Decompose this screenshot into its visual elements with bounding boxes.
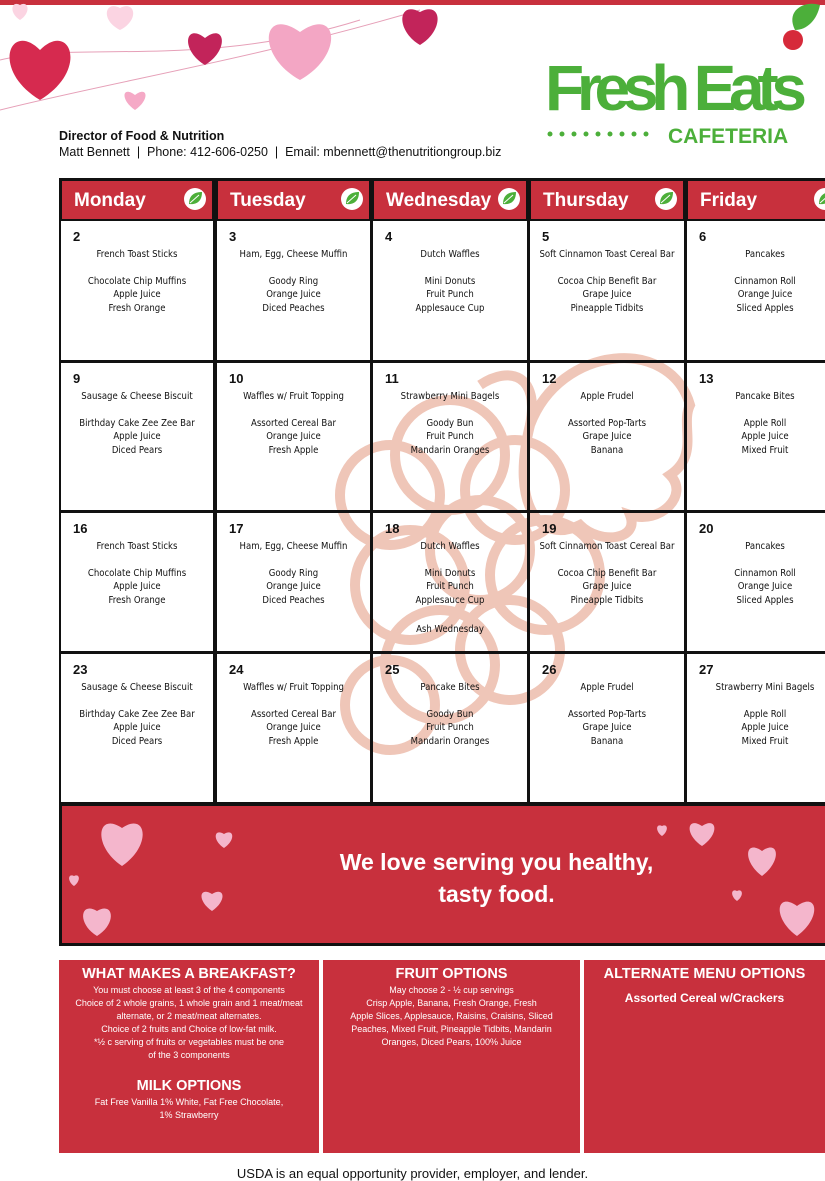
calendar-day-cell — [685, 511, 825, 653]
main-entree: Pancakes — [745, 249, 785, 260]
breakfast-line: You must choose at least 3 of the 4 components — [93, 985, 285, 995]
main-entree: Pancake Bites — [420, 682, 480, 693]
menu-items — [530, 248, 684, 315]
calendar-day-cell — [528, 361, 686, 512]
menu-items — [61, 681, 213, 748]
side-item: Apple Juice — [741, 722, 789, 733]
menu-items — [687, 681, 825, 748]
side-item: Apple Roll — [743, 417, 787, 429]
side-item: Goody Ring — [268, 567, 319, 579]
day-label: Tuesday — [230, 190, 306, 211]
alternate-title: ALTERNATE MENU OPTIONS — [603, 966, 806, 982]
breakfast-title: WHAT MAKES A BREAKFAST? — [82, 966, 296, 982]
side-item: Cinnamon Roll — [734, 567, 796, 579]
day-number: 11 — [385, 371, 399, 386]
day-note: Ash Wednesday — [416, 624, 484, 635]
side-item: Fresh Orange — [108, 302, 166, 314]
fruit-box — [323, 960, 580, 1153]
menu-items — [687, 540, 825, 607]
day-number: 18 — [385, 521, 400, 536]
side-item: Grape Juice — [582, 722, 632, 733]
menu-items — [687, 248, 825, 315]
menu-items — [217, 681, 370, 748]
breakfast-line: Choice of 2 whole grains, 1 whole grain and 1 meat/meat — [75, 998, 303, 1008]
milk-title: MILK OPTIONS — [136, 1078, 242, 1094]
menu-items — [530, 681, 684, 748]
side-item: Orange Juice — [737, 289, 793, 300]
calendar-day-cell — [215, 511, 372, 653]
banner-message — [62, 846, 825, 910]
breakfast-box — [59, 960, 319, 1153]
day-number: 25 — [385, 662, 400, 677]
side-item: Assorted Pop-Tarts — [567, 708, 647, 720]
side-item: Orange Juice — [266, 581, 321, 592]
calendar-day-cell — [685, 361, 825, 512]
side-item: Birthday Cake Zee Zee Bar — [79, 708, 195, 720]
side-item: Grape Juice — [582, 581, 632, 592]
day-number: 5 — [542, 229, 550, 244]
day-label: Thursday — [543, 190, 629, 211]
alternate-box — [584, 960, 825, 1153]
day-number: 9 — [73, 371, 81, 386]
banner — [59, 803, 825, 946]
side-item: Pineapple Tidbits — [570, 594, 644, 606]
day-label: Wednesday — [386, 190, 492, 211]
menu-items — [373, 390, 527, 457]
milk-line: 1% Strawberry — [159, 1110, 219, 1120]
menu-items — [217, 390, 370, 457]
day-number: 27 — [699, 662, 714, 677]
side-item: Mini Donuts — [424, 567, 476, 579]
day-header-friday — [685, 178, 825, 219]
main-entree: Sausage & Cheese Biscuit — [81, 682, 193, 693]
main-entree: Strawberry Mini Bagels — [400, 391, 500, 402]
day-number: 3 — [229, 229, 237, 244]
alternate-line: Assorted Cereal w/Crackers — [624, 991, 785, 1005]
calendar-day-cell — [371, 652, 529, 804]
menu-items — [373, 540, 527, 637]
side-item: Grape Juice — [582, 431, 632, 442]
day-number: 13 — [699, 371, 714, 386]
side-item: Sliced Apples — [736, 302, 794, 314]
side-item: Cinnamon Roll — [734, 275, 796, 287]
side-item: Diced Pears — [111, 444, 163, 456]
calendar-day-cell — [215, 219, 372, 362]
side-item: Fresh Orange — [108, 594, 166, 606]
side-item: Grape Juice — [582, 289, 632, 300]
side-item: Chocolate Chip Muffins — [87, 567, 187, 579]
calendar-day-cell — [528, 511, 686, 653]
logo-fresh-text: Fresh Eats — [545, 52, 807, 124]
side-item: Sliced Apples — [736, 594, 794, 606]
main-entree: Dutch Waffles — [420, 541, 480, 552]
main-entree: French Toast Sticks — [96, 541, 178, 552]
breakfast-line: *½ c serving of fruits or vegetables must be one — [93, 1037, 285, 1047]
leaf-icon — [184, 188, 206, 210]
contact-line: Matt Bennett | Phone: 412-606-0250 | Email: mbennett@thenutritiongroup.biz — [59, 145, 502, 159]
main-entree: Ham, Egg, Cheese Muffin — [239, 249, 348, 260]
day-number: 23 — [73, 662, 88, 677]
side-item: Assorted Cereal Bar — [251, 417, 336, 429]
fruit-title: FRUIT OPTIONS — [395, 966, 508, 982]
day-number: 24 — [229, 662, 244, 677]
day-number: 6 — [699, 229, 707, 244]
leaf-icon — [814, 188, 825, 210]
main-entree: Waffles w/ Fruit Topping — [243, 682, 344, 693]
breakfast-line: of the 3 components — [148, 1050, 230, 1060]
side-item: Fruit Punch — [426, 581, 474, 592]
logo-cafeteria-text: CAFETERIA — [668, 125, 789, 148]
side-item: Chocolate Chip Muffins — [87, 275, 187, 287]
calendar-day-cell — [371, 361, 529, 512]
calendar-day-cell — [59, 652, 215, 804]
calendar-day-cell — [685, 219, 825, 362]
main-entree: Strawberry Mini Bagels — [715, 682, 815, 693]
leaf-icon — [341, 188, 363, 210]
fruit-line: Crisp Apple, Banana, Fresh Orange, Fresh — [366, 998, 537, 1008]
side-item: Banana — [590, 735, 624, 747]
breakfast-lines — [65, 984, 313, 1062]
menu-items — [373, 248, 527, 315]
menu-items — [217, 540, 370, 607]
breakfast-line: alternate, or 2 meat/meat alternates. — [116, 1011, 262, 1021]
day-number: 17 — [229, 521, 244, 536]
side-item: Cocoa Chip Benefit Bar — [557, 275, 657, 287]
milk-lines — [65, 1096, 313, 1122]
calendar-day-cell — [59, 511, 215, 653]
main-entree: Dutch Waffles — [420, 249, 480, 260]
side-item: Applesauce Cup — [415, 302, 485, 314]
main-entree: Apple Frudel — [580, 682, 634, 693]
alternate-lines — [590, 992, 819, 1005]
main-entree: French Toast Sticks — [96, 249, 178, 260]
main-entree: Sausage & Cheese Biscuit — [81, 391, 193, 402]
side-item: Mandarin Oranges — [410, 444, 490, 456]
side-item: Mixed Fruit — [741, 735, 789, 747]
side-item: Mini Donuts — [424, 275, 476, 287]
calendar-day-cell — [528, 219, 686, 362]
side-item: Apple Roll — [743, 708, 787, 720]
side-item: Mixed Fruit — [741, 444, 789, 456]
day-header-tuesday — [215, 178, 372, 219]
day-label: Monday — [74, 190, 146, 211]
main-entree: Soft Cinnamon Toast Cereal Bar — [539, 541, 675, 552]
breakfast-line: Choice of 2 fruits and Choice of low-fat milk. — [101, 1024, 277, 1034]
fruit-lines — [329, 984, 574, 1049]
calendar-day-cell — [371, 219, 529, 362]
day-number: 26 — [542, 662, 557, 677]
contact-info — [59, 128, 501, 160]
day-header-monday — [59, 178, 215, 219]
side-item: Fruit Punch — [426, 722, 474, 733]
side-item: Pineapple Tidbits — [570, 302, 644, 314]
leaf-icon — [498, 188, 520, 210]
calendar-day-cell — [59, 219, 215, 362]
main-entree: Apple Frudel — [580, 391, 634, 402]
side-item: Diced Peaches — [262, 594, 325, 606]
main-entree: Pancake Bites — [735, 391, 795, 402]
day-number: 12 — [542, 371, 557, 386]
side-item: Diced Peaches — [262, 302, 325, 314]
day-number: 10 — [229, 371, 244, 386]
side-item: Goody Bun — [426, 417, 474, 429]
main-entree: Pancakes — [745, 541, 785, 552]
menu-items — [61, 390, 213, 457]
side-item: Orange Juice — [266, 289, 321, 300]
menu-items — [530, 540, 684, 607]
side-item: Assorted Cereal Bar — [251, 708, 336, 720]
side-item: Mandarin Oranges — [410, 735, 490, 747]
side-item: Fresh Apple — [268, 735, 319, 747]
side-item: Fruit Punch — [426, 431, 474, 442]
day-number: 20 — [699, 521, 714, 536]
menu-items — [373, 681, 527, 748]
day-number: 2 — [73, 229, 81, 244]
day-header-wednesday — [371, 178, 529, 219]
side-item: Goody Bun — [426, 708, 474, 720]
calendar-day-cell — [215, 652, 372, 804]
menu-items — [217, 248, 370, 315]
side-item: Orange Juice — [266, 431, 321, 442]
menu-items — [530, 390, 684, 457]
side-item: Fruit Punch — [426, 289, 474, 300]
side-item: Birthday Cake Zee Zee Bar — [79, 417, 195, 429]
side-item: Assorted Pop-Tarts — [567, 417, 647, 429]
side-item: Apple Juice — [113, 431, 161, 442]
calendar-day-cell — [685, 652, 825, 804]
calendar-day-cell — [215, 361, 372, 512]
side-item: Apple Juice — [741, 431, 789, 442]
fruit-line: May choose 2 - ½ cup servings — [389, 985, 514, 995]
hearts-decoration — [0, 0, 520, 140]
side-item: Banana — [590, 444, 624, 456]
side-item: Fresh Apple — [268, 444, 319, 456]
day-number: 16 — [73, 521, 88, 536]
main-entree: Soft Cinnamon Toast Cereal Bar — [539, 249, 675, 260]
day-label: Friday — [700, 190, 758, 211]
menu-items — [61, 248, 213, 315]
fruit-line: Peaches, Mixed Fruit, Pineapple Tidbits, Mandarin — [351, 1024, 552, 1034]
side-item: Applesauce Cup — [415, 594, 485, 606]
contact-title: Director of Food & Nutrition — [59, 129, 225, 143]
menu-items — [61, 540, 213, 607]
fruit-line: Apple Slices, Applesauce, Raisins, Craisins, Sliced — [350, 1011, 553, 1021]
side-item: Apple Juice — [113, 581, 161, 592]
main-entree: Ham, Egg, Cheese Muffin — [239, 541, 348, 552]
day-number: 19 — [542, 521, 557, 536]
day-number: 4 — [385, 229, 393, 244]
side-item: Cocoa Chip Benefit Bar — [557, 567, 657, 579]
side-item: Goody Ring — [268, 275, 319, 287]
banner-line-2: tasty food. — [438, 881, 555, 907]
leaf-icon — [655, 188, 677, 210]
fruit-line: Oranges, Diced Pears, 100% Juice — [381, 1037, 522, 1047]
calendar-day-cell — [371, 511, 529, 653]
calendar-day-cell — [528, 652, 686, 804]
side-item: Orange Juice — [266, 722, 321, 733]
side-item: Orange Juice — [737, 581, 793, 592]
menu-items — [687, 390, 825, 457]
footer-statement: USDA is an equal opportunity provider, employer, and lender. — [236, 1166, 589, 1181]
banner-line-1: We love serving you healthy, — [339, 849, 654, 875]
fresh-eats-logo — [545, 0, 825, 150]
side-item: Apple Juice — [113, 289, 161, 300]
side-item: Diced Pears — [111, 735, 163, 747]
calendar-day-cell — [59, 361, 215, 512]
milk-line: Fat Free Vanilla 1% White, Fat Free Chocolate, — [94, 1097, 284, 1107]
main-entree: Waffles w/ Fruit Topping — [243, 391, 344, 402]
side-item: Apple Juice — [113, 722, 161, 733]
day-header-thursday — [528, 178, 686, 219]
